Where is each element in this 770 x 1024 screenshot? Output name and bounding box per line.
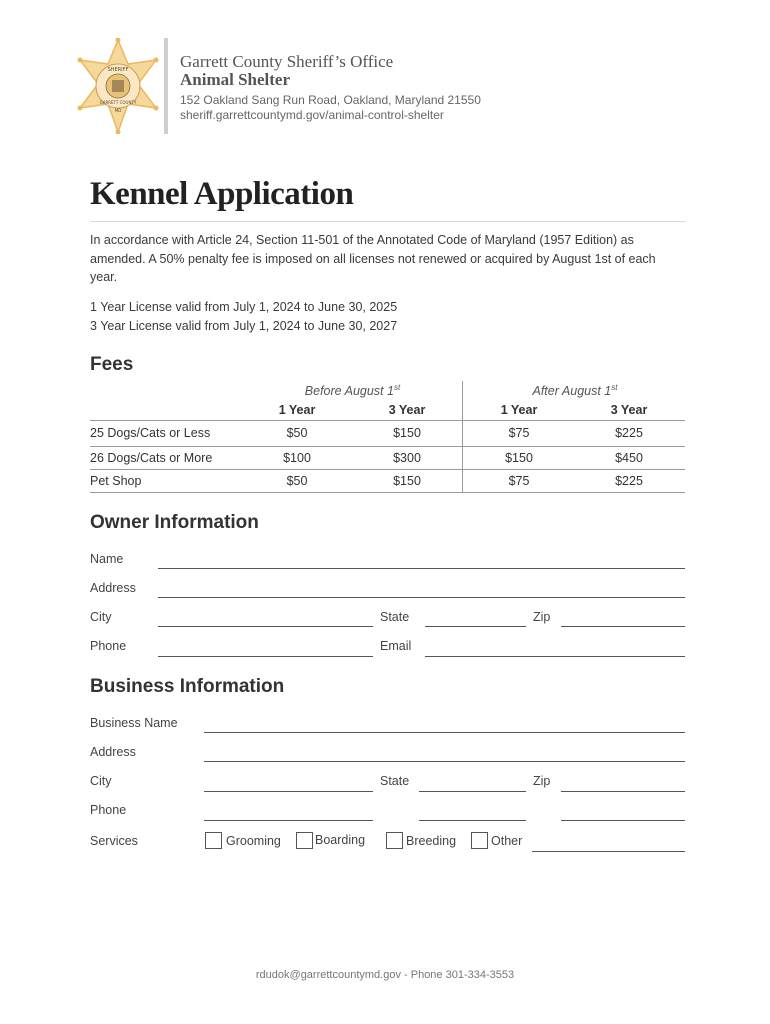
fees-group-after-label: After August 1 xyxy=(532,384,612,399)
other-checkbox[interactable] xyxy=(471,832,488,849)
owner-address-field[interactable] xyxy=(158,597,685,598)
other-service-field[interactable] xyxy=(532,851,685,852)
business-phone-field-2[interactable] xyxy=(419,820,526,821)
fees-cell: $75 xyxy=(508,426,530,440)
fees-header-rule xyxy=(90,420,685,421)
fees-cell: $225 xyxy=(615,474,643,488)
fees-group-before-label: Before August 1 xyxy=(304,384,394,399)
validity-3-year: 3 Year License valid from July 1, 2024 to June 30, 2027 xyxy=(90,319,398,333)
title-divider xyxy=(90,221,685,222)
breeding-checkbox[interactable] xyxy=(386,832,403,849)
business-phone-field[interactable] xyxy=(204,820,373,821)
fees-group-before-suffix: st xyxy=(393,383,401,392)
fees-cell: $50 xyxy=(286,426,308,440)
owner-zip-label: Zip xyxy=(533,610,551,624)
business-phone-field-3[interactable] xyxy=(561,820,685,821)
fees-col-header: 1 Year xyxy=(500,403,538,417)
owner-city-field[interactable] xyxy=(158,626,373,627)
office-address: 152 Oakland Sang Run Road, Oakland, Maryland 21550 xyxy=(180,93,481,107)
header-divider xyxy=(164,38,168,134)
svg-text:GARRETT COUNTY: GARRETT COUNTY xyxy=(99,100,137,105)
owner-city-label: City xyxy=(90,610,112,624)
fees-cell: $450 xyxy=(615,451,643,465)
svg-text:MD: MD xyxy=(114,108,122,113)
fees-cell: $75 xyxy=(508,474,530,488)
owner-name-field[interactable] xyxy=(158,568,685,569)
business-city-field[interactable] xyxy=(204,791,373,792)
owner-address-label: Address xyxy=(90,581,136,595)
business-name-field[interactable] xyxy=(204,732,685,733)
business-phone-label: Phone xyxy=(90,803,127,817)
fees-group-before xyxy=(300,383,405,398)
boarding-label: Boarding xyxy=(315,833,366,847)
fees-group-after xyxy=(525,383,625,398)
owner-email-field[interactable] xyxy=(425,656,685,657)
fees-cell: $300 xyxy=(393,451,421,465)
intro-paragraph: In accordance with Article 24, Section 11-501 of the Annotated Code of Maryland (1957 Edition) as amended. A 50% penalty fee is imposed on all licenses not renewed or acquired by August 1st of each year. xyxy=(90,233,656,284)
fees-col-header: 1 Year xyxy=(278,403,316,417)
business-heading: Business Information xyxy=(90,676,285,697)
fees-row-label: Pet Shop xyxy=(90,474,142,488)
owner-state-label: State xyxy=(380,610,410,624)
fees-group-after-suffix: st xyxy=(611,383,618,392)
business-zip-field[interactable] xyxy=(561,791,685,792)
fees-cell: $225 xyxy=(615,426,643,440)
grooming-checkbox[interactable] xyxy=(205,832,222,849)
fees-row-rule xyxy=(90,469,685,470)
boarding-checkbox[interactable] xyxy=(296,832,313,849)
other-label: Other xyxy=(491,834,523,848)
business-state-field[interactable] xyxy=(419,791,526,792)
fees-cell: $150 xyxy=(393,474,421,488)
fees-cell: $150 xyxy=(505,451,533,465)
sheriff-badge-logo xyxy=(76,38,160,134)
office-website[interactable]: sheriff.garrettcountymd.gov/animal-control-shelter xyxy=(180,108,444,122)
business-zip-label: Zip xyxy=(533,774,551,788)
owner-state-field[interactable] xyxy=(425,626,526,627)
page-title: Kennel Application xyxy=(90,176,354,212)
fees-column-divider xyxy=(462,381,463,493)
fees-row-label: 26 Dogs/Cats or More xyxy=(90,451,213,465)
business-address-field[interactable] xyxy=(204,761,685,762)
business-city-label: City xyxy=(90,774,112,788)
business-address-label: Address xyxy=(90,745,136,759)
fees-cell: $50 xyxy=(286,474,308,488)
owner-heading: Owner Information xyxy=(90,512,259,533)
owner-zip-field[interactable] xyxy=(561,626,685,627)
svg-text:SHERIFF: SHERIFF xyxy=(107,67,129,73)
fees-bottom-rule xyxy=(90,492,685,493)
fees-cell: $150 xyxy=(393,426,421,440)
owner-name-label: Name xyxy=(90,552,124,566)
owner-email-label: Email xyxy=(380,639,412,653)
fees-col-header: 3 Year xyxy=(388,403,426,417)
owner-phone-field[interactable] xyxy=(158,656,373,657)
services-label: Services xyxy=(90,834,138,848)
business-name-label: Business Name xyxy=(90,716,178,730)
fees-cell: $100 xyxy=(283,451,311,465)
fees-heading: Fees xyxy=(90,354,134,375)
grooming-label: Grooming xyxy=(226,834,281,848)
fees-row-label: 25 Dogs/Cats or Less xyxy=(90,426,211,440)
office-name: Garrett County Sheriff’s Office xyxy=(180,52,394,71)
business-state-label: State xyxy=(380,774,410,788)
breeding-label: Breeding xyxy=(406,834,457,848)
owner-phone-label: Phone xyxy=(90,639,127,653)
shelter-name: Animal Shelter xyxy=(180,70,291,89)
validity-1-year: 1 Year License valid from July 1, 2024 to June 30, 2025 xyxy=(90,300,398,314)
footer-contact: rdudok@garrettcountymd.gov - Phone 301-334-3553 xyxy=(255,969,515,981)
fees-row-rule xyxy=(90,446,685,447)
fees-col-header: 3 Year xyxy=(610,403,648,417)
